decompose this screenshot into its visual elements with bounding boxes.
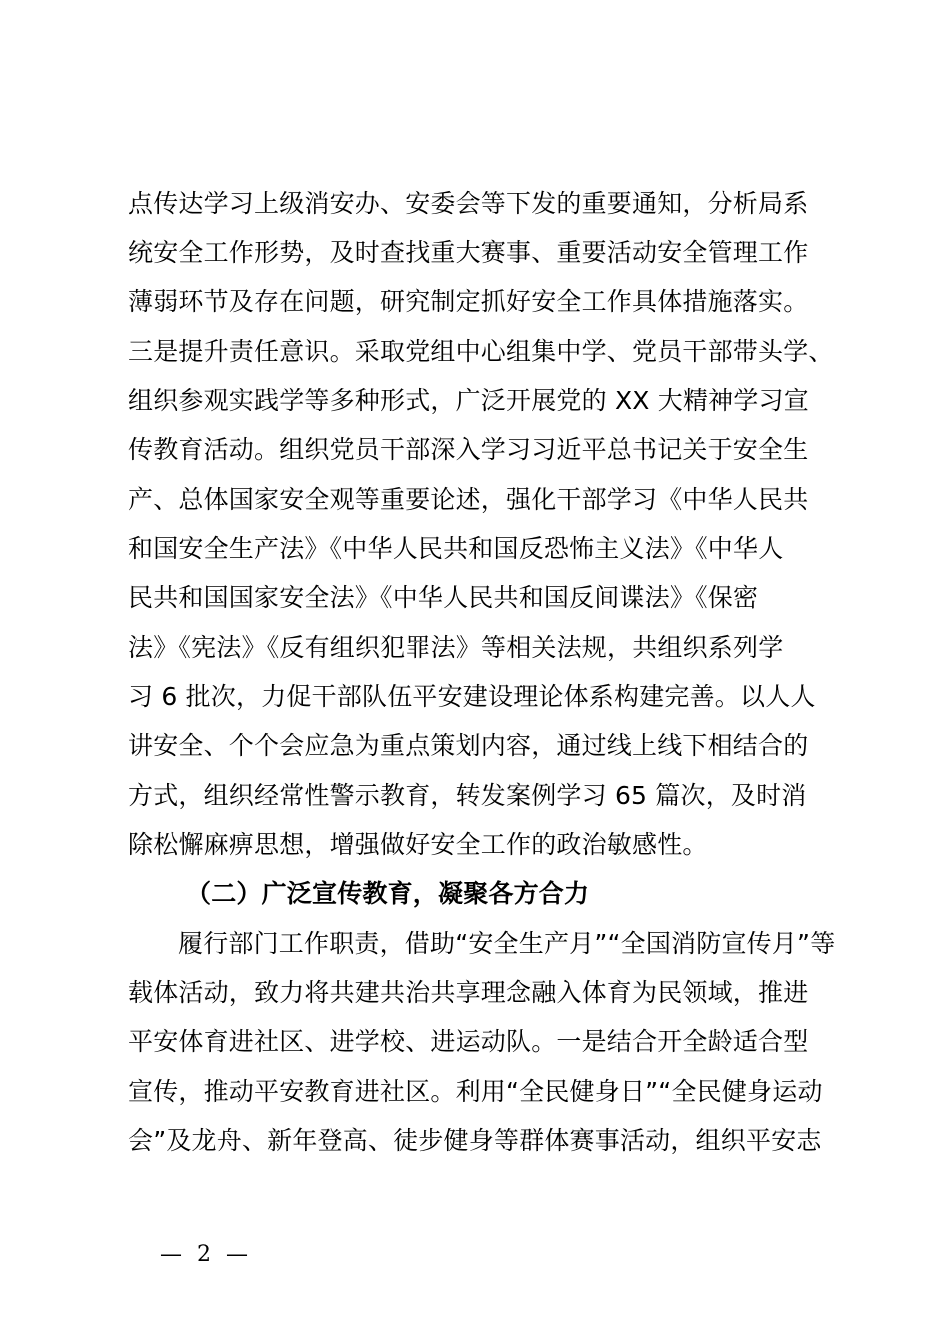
paragraph-1-line-11: 习 6 批次，力促干部队伍平安建设理论体系构建完善。以人人 [128, 682, 816, 711]
paragraph-1-line-7: 产、总体国家安全观等重要论述，强化干部学习《中华人民共 [128, 485, 809, 514]
paragraph-2-line-5: 会”及龙舟、新年登高、徒步健身等群体赛事活动，组织平安志 [128, 1126, 822, 1155]
paragraph-1-line-13: 方式，组织经常性警示教育，转发案例学习 65 篇次，及时消 [128, 781, 807, 810]
paragraph-1-line-2: 统安全工作形势，及时查找重大赛事、重要活动安全管理工作 [128, 238, 809, 267]
paragraph-2-line-1: 履行部门工作职责，借助“安全生产月”“全国消防宣传月”等 [178, 929, 836, 958]
paragraph-1-line-4: 三是提升责任意识。采取党组中心组集中学、党员干部带头学、 [128, 337, 834, 366]
paragraph-1-line-1: 点传达学习上级消安办、安委会等下发的重要通知，分析局系 [128, 189, 809, 218]
paragraph-1-line-6: 传教育活动。组织党员干部深入学习习近平总书记关于安全生 [128, 435, 809, 464]
page-number: — 2 — [160, 1242, 252, 1267]
paragraph-2-line-2: 载体活动，致力将共建共治共享理念融入体育为民领域，推进 [128, 978, 809, 1007]
paragraph-2-line-4: 宣传，推动平安教育进社区。利用“全民健身日”“全民健身运动 [128, 1077, 823, 1106]
section-heading: （二）广泛宣传教育，凝聚各方合力 [186, 879, 590, 908]
paragraph-2-line-3: 平安体育进社区、进学校、进运动队。一是结合开全龄适合型 [128, 1027, 809, 1056]
paragraph-1-line-14: 除松懈麻痹思想，增强做好安全工作的政治敏感性。 [128, 830, 708, 859]
paragraph-1-line-9: 民共和国国家安全法》《中华人民共和国反间谍法》《保密 [128, 583, 759, 612]
paragraph-1-line-12: 讲安全、个个会应急为重点策划内容，通过线上线下相结合的 [128, 731, 809, 760]
paragraph-1-line-8: 和国安全生产法》《中华人民共和国反恐怖主义法》《中华人 [128, 534, 784, 563]
paragraph-1-line-3: 薄弱环节及存在问题，研究制定抓好安全工作具体措施落实。 [128, 287, 809, 316]
paragraph-1-line-5: 组织参观实践学等多种形式，广泛开展党的 XX 大精神学习宣 [128, 386, 809, 415]
paragraph-1-line-10: 法》《宪法》《反有组织犯罪法》等相关法规，共组织系列学 [128, 633, 784, 662]
